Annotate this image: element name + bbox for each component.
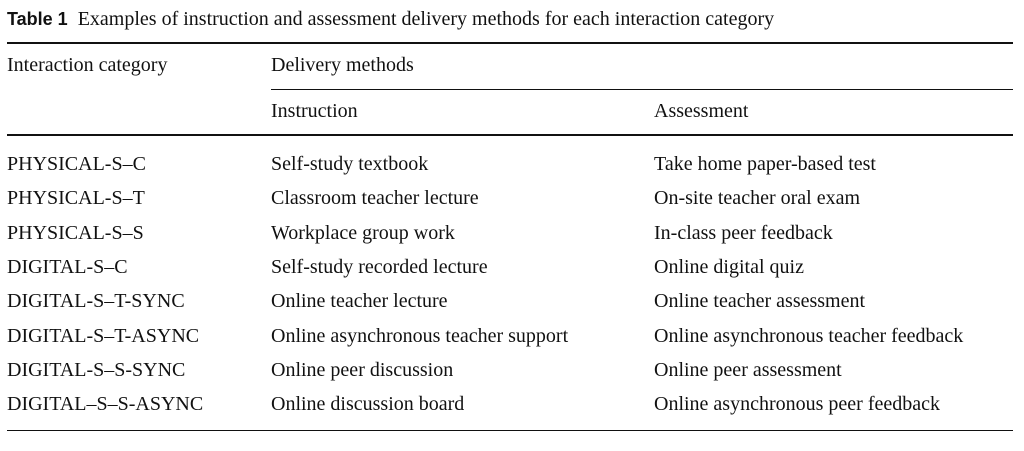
header-interaction-category: Interaction category bbox=[7, 54, 168, 76]
table-caption bbox=[7, 7, 774, 31]
row-assessment: On-site teacher oral exam bbox=[654, 187, 861, 209]
row-category: DIGITAL-S–T-ASYNC bbox=[7, 325, 200, 347]
row-category: DIGITAL-S–T-SYNC bbox=[7, 290, 185, 312]
row-instruction: Workplace group work bbox=[271, 222, 455, 244]
table-label: Table 1 bbox=[7, 9, 68, 29]
row-assessment: Take home paper-based test bbox=[654, 153, 876, 175]
row-category: DIGITAL-S–S-SYNC bbox=[7, 359, 186, 381]
row-assessment: Online asynchronous teacher feedback bbox=[654, 325, 964, 347]
row-assessment: Online digital quiz bbox=[654, 256, 804, 278]
row-category: PHYSICAL-S–C bbox=[7, 153, 146, 175]
row-category: DIGITAL-S–C bbox=[7, 256, 128, 278]
row-assessment: In-class peer feedback bbox=[654, 222, 833, 244]
row-assessment: Online teacher assessment bbox=[654, 290, 866, 312]
header-delivery-methods: Delivery methods bbox=[271, 54, 414, 76]
table-caption-text: Examples of instruction and assessment delivery methods for each interaction category bbox=[77, 8, 775, 30]
row-category: PHYSICAL-S–S bbox=[7, 222, 144, 244]
row-assessment: Online asynchronous peer feedback bbox=[654, 393, 940, 415]
header-rule bbox=[7, 134, 1013, 136]
row-instruction: Classroom teacher lecture bbox=[271, 187, 479, 209]
header-instruction: Instruction bbox=[271, 100, 358, 122]
row-instruction: Online asynchronous teacher support bbox=[271, 325, 569, 347]
row-instruction: Online teacher lecture bbox=[271, 290, 448, 312]
row-assessment: Online peer assessment bbox=[654, 359, 842, 381]
header-assessment: Assessment bbox=[654, 100, 749, 122]
row-instruction: Self-study textbook bbox=[271, 153, 429, 175]
delivery-methods-rule bbox=[271, 89, 1013, 90]
top-rule bbox=[7, 42, 1013, 44]
row-instruction: Online peer discussion bbox=[271, 359, 454, 381]
bottom-rule bbox=[7, 430, 1013, 431]
row-instruction: Online discussion board bbox=[271, 393, 465, 415]
row-category: PHYSICAL-S–T bbox=[7, 187, 145, 209]
row-instruction: Self-study recorded lecture bbox=[271, 256, 488, 278]
row-category: DIGITAL–S–S-ASYNC bbox=[7, 393, 204, 415]
